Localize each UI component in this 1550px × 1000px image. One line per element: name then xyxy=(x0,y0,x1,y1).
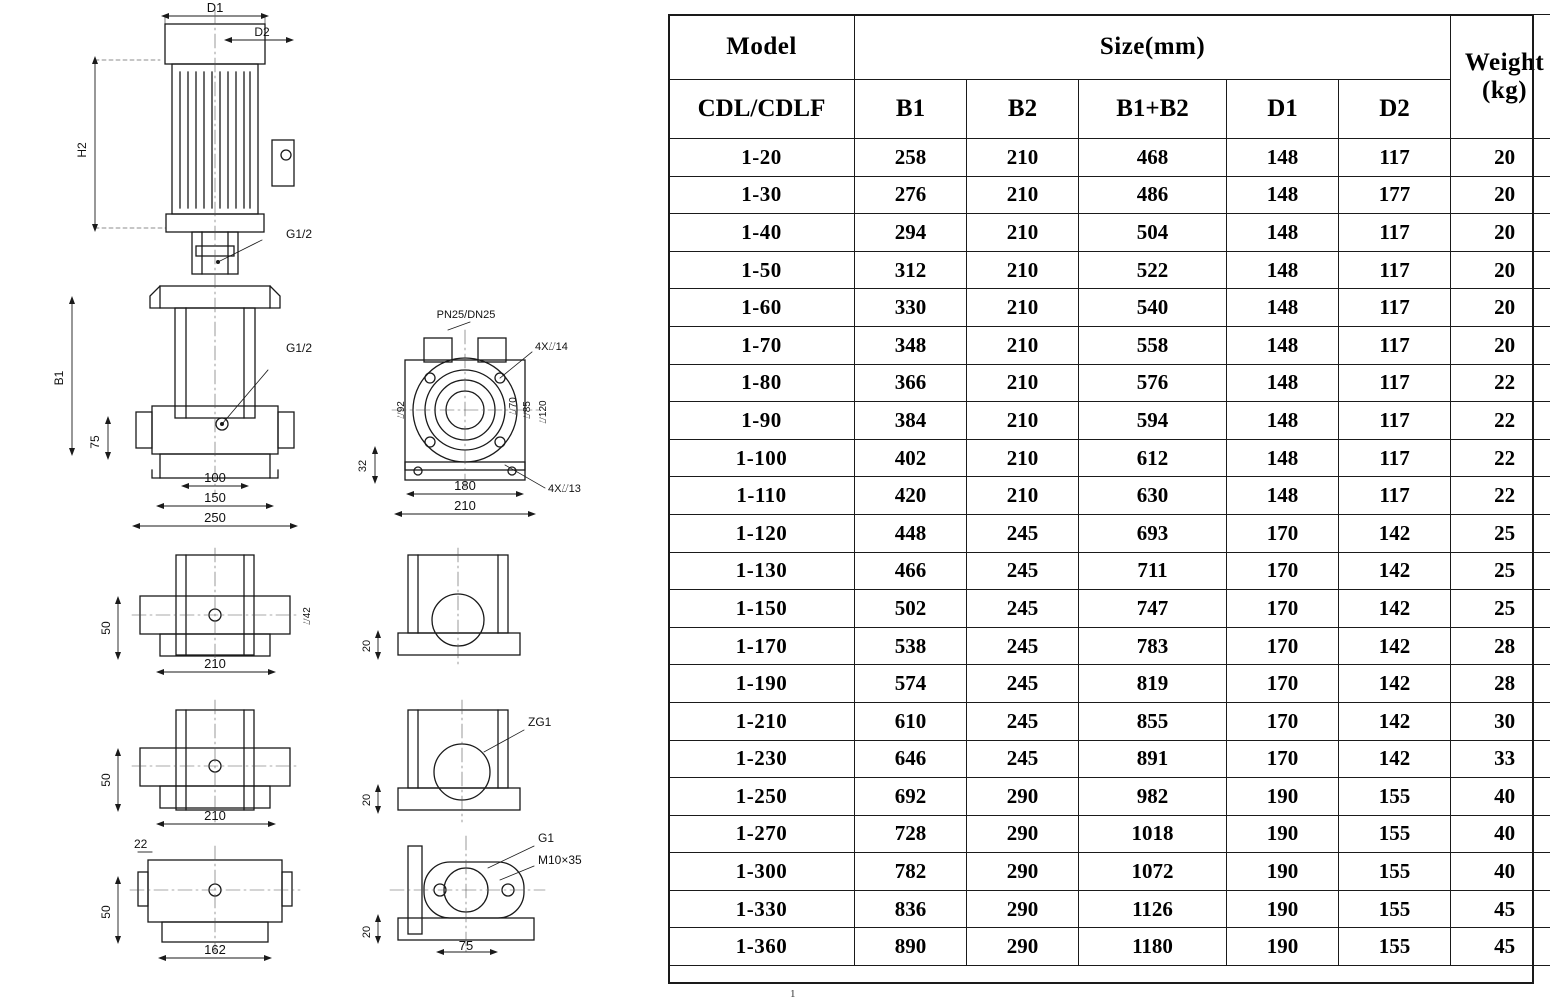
label-150: 150 xyxy=(204,490,226,505)
cell-model: 1-70 xyxy=(669,326,855,364)
cell-model: 1-130 xyxy=(669,552,855,590)
cell-b1: 384 xyxy=(855,402,967,440)
cell-model: 1-20 xyxy=(669,139,855,177)
cell-b1: 258 xyxy=(855,139,967,177)
cell-model: 1-170 xyxy=(669,627,855,665)
cell-b1: 782 xyxy=(855,853,967,891)
cell-b1b2: 783 xyxy=(1079,627,1227,665)
cell-b1: 836 xyxy=(855,890,967,928)
cell-b2: 290 xyxy=(967,853,1079,891)
cell-model: 1-270 xyxy=(669,815,855,853)
table-row xyxy=(669,514,1550,552)
table-row xyxy=(669,552,1550,590)
cell-b2: 290 xyxy=(967,778,1079,816)
cell-b2: 245 xyxy=(967,590,1079,628)
table-row xyxy=(669,176,1550,214)
label-50-b: 50 xyxy=(99,773,113,787)
cell-b1b2: 855 xyxy=(1079,702,1227,740)
table-row xyxy=(669,214,1550,252)
cell-d2: 155 xyxy=(1339,815,1451,853)
label-phi70: ⌰70 xyxy=(508,397,519,415)
cell-b1b2: 558 xyxy=(1079,326,1227,364)
cell-b1b2: 711 xyxy=(1079,552,1227,590)
cell-d2: 117 xyxy=(1339,439,1451,477)
cell-b2: 245 xyxy=(967,514,1079,552)
table-row xyxy=(669,364,1550,402)
header-model-sub: CDL/CDLF xyxy=(669,80,855,139)
cell-model: 1-120 xyxy=(669,514,855,552)
cell-d2: 177 xyxy=(1339,176,1451,214)
table-header-row-top xyxy=(669,15,1550,80)
cell-b2: 210 xyxy=(967,364,1079,402)
cell-model: 1-50 xyxy=(669,251,855,289)
cell-d2: 117 xyxy=(1339,477,1451,515)
cell-weight: 22 xyxy=(1451,477,1550,515)
cell-d2: 117 xyxy=(1339,214,1451,252)
cell-d2: 117 xyxy=(1339,139,1451,177)
label-162: 162 xyxy=(204,942,226,957)
label-50-c: 50 xyxy=(99,905,113,919)
label-4x13-holes: 4X⌰13 xyxy=(548,483,581,495)
table-row xyxy=(669,326,1550,364)
cell-d1: 148 xyxy=(1227,477,1339,515)
cell-weight: 20 xyxy=(1451,326,1550,364)
cell-weight: 33 xyxy=(1451,740,1550,778)
header-weight xyxy=(1451,15,1550,139)
label-210-b: 210 xyxy=(204,808,226,823)
table-row xyxy=(669,815,1550,853)
table-row xyxy=(669,702,1550,740)
table-header-row-sub xyxy=(669,80,1550,139)
cell-b1b2: 891 xyxy=(1079,740,1227,778)
label-4x14-holes: 4X⌰14 xyxy=(535,341,568,353)
cell-d1: 170 xyxy=(1227,514,1339,552)
cell-weight: 45 xyxy=(1451,928,1550,966)
cell-d2: 117 xyxy=(1339,251,1451,289)
cell-weight: 22 xyxy=(1451,439,1550,477)
cell-model: 1-190 xyxy=(669,665,855,703)
cell-model: 1-300 xyxy=(669,853,855,891)
cell-d1: 148 xyxy=(1227,364,1339,402)
label-210-flange: 210 xyxy=(454,498,476,513)
cell-b1b2: 486 xyxy=(1079,176,1227,214)
cell-d1: 190 xyxy=(1227,928,1339,966)
cell-weight: 40 xyxy=(1451,853,1550,891)
label-zg1: ZG1 xyxy=(528,715,552,729)
cell-b2: 210 xyxy=(967,289,1079,327)
cell-d1: 148 xyxy=(1227,289,1339,327)
table-row xyxy=(669,928,1550,966)
cell-b1b2: 982 xyxy=(1079,778,1227,816)
cell-d2: 142 xyxy=(1339,552,1451,590)
cell-d2: 142 xyxy=(1339,590,1451,628)
cell-b1: 448 xyxy=(855,514,967,552)
cell-b1: 728 xyxy=(855,815,967,853)
label-pn25-dn25: PN25/DN25 xyxy=(436,309,496,321)
cell-d1: 170 xyxy=(1227,665,1339,703)
cell-weight: 30 xyxy=(1451,702,1550,740)
cell-b2: 210 xyxy=(967,214,1079,252)
table-body xyxy=(669,139,1550,966)
label-h2: H2 xyxy=(75,142,89,158)
cell-d1: 190 xyxy=(1227,890,1339,928)
header-b1: B1 xyxy=(855,80,967,139)
pump-dimension-drawing xyxy=(0,0,660,1000)
label-phi85: ⌰85 xyxy=(522,401,533,419)
cell-b1b2: 576 xyxy=(1079,364,1227,402)
label-phi92: ⌰92 xyxy=(396,401,407,419)
cell-b2: 290 xyxy=(967,928,1079,966)
cell-d1: 170 xyxy=(1227,740,1339,778)
cell-model: 1-30 xyxy=(669,176,855,214)
table-row xyxy=(669,439,1550,477)
cell-b1: 692 xyxy=(855,778,967,816)
cell-d2: 117 xyxy=(1339,326,1451,364)
cell-b1: 312 xyxy=(855,251,967,289)
cell-b1b2: 504 xyxy=(1079,214,1227,252)
cell-b1b2: 1072 xyxy=(1079,853,1227,891)
cell-model: 1-110 xyxy=(669,477,855,515)
cell-d1: 190 xyxy=(1227,853,1339,891)
cell-model: 1-90 xyxy=(669,402,855,440)
cell-b2: 245 xyxy=(967,665,1079,703)
cell-b1b2: 612 xyxy=(1079,439,1227,477)
cell-b2: 210 xyxy=(967,326,1079,364)
cell-b1b2: 747 xyxy=(1079,590,1227,628)
table-row xyxy=(669,627,1550,665)
cell-b1: 420 xyxy=(855,477,967,515)
cell-d1: 170 xyxy=(1227,590,1339,628)
header-d2: D2 xyxy=(1339,80,1451,139)
cell-weight: 22 xyxy=(1451,402,1550,440)
cell-model: 1-250 xyxy=(669,778,855,816)
cell-weight: 25 xyxy=(1451,514,1550,552)
cell-b1: 294 xyxy=(855,214,967,252)
header-weight-line2: (kg) xyxy=(1482,76,1528,104)
label-g12-upper: G1/2 xyxy=(286,227,313,241)
cell-model: 1-330 xyxy=(669,890,855,928)
cell-weight: 20 xyxy=(1451,176,1550,214)
cell-d2: 117 xyxy=(1339,402,1451,440)
table-row xyxy=(669,853,1550,891)
label-75-bottom: 75 xyxy=(458,938,474,953)
cell-b1: 348 xyxy=(855,326,967,364)
cell-weight: 20 xyxy=(1451,214,1550,252)
cell-b1b2: 1126 xyxy=(1079,890,1227,928)
header-weight-line1: Weight xyxy=(1464,48,1545,76)
cell-d1: 148 xyxy=(1227,139,1339,177)
cell-model: 1-210 xyxy=(669,702,855,740)
cell-b2: 245 xyxy=(967,627,1079,665)
label-210-a: 210 xyxy=(204,656,226,671)
dimension-spec-table xyxy=(668,14,1550,966)
cell-b1: 402 xyxy=(855,439,967,477)
cell-b1b2: 1018 xyxy=(1079,815,1227,853)
cell-b2: 245 xyxy=(967,740,1079,778)
label-phi42: ⌰42 xyxy=(302,607,313,625)
label-b1: B1 xyxy=(52,370,66,386)
table-row xyxy=(669,139,1550,177)
cell-b2: 245 xyxy=(967,702,1079,740)
header-size: Size(mm) xyxy=(855,15,1451,80)
cell-d2: 117 xyxy=(1339,364,1451,402)
cell-b1: 330 xyxy=(855,289,967,327)
cell-weight: 25 xyxy=(1451,590,1550,628)
cell-b1b2: 468 xyxy=(1079,139,1227,177)
cell-d2: 117 xyxy=(1339,289,1451,327)
table-row xyxy=(669,740,1550,778)
footer-mark: 1 xyxy=(790,988,796,1000)
cell-model: 1-360 xyxy=(669,928,855,966)
cell-d2: 155 xyxy=(1339,778,1451,816)
cell-b1: 646 xyxy=(855,740,967,778)
label-32: 32 xyxy=(357,459,369,473)
cell-b2: 210 xyxy=(967,139,1079,177)
cell-d2: 142 xyxy=(1339,740,1451,778)
table-row xyxy=(669,402,1550,440)
cell-model: 1-230 xyxy=(669,740,855,778)
cell-b2: 210 xyxy=(967,477,1079,515)
cell-d2: 142 xyxy=(1339,627,1451,665)
cell-d2: 142 xyxy=(1339,702,1451,740)
cell-d1: 170 xyxy=(1227,627,1339,665)
cell-weight: 28 xyxy=(1451,627,1550,665)
label-d1-top: D1 xyxy=(206,0,224,15)
label-20-a: 20 xyxy=(361,639,373,653)
cell-b1: 502 xyxy=(855,590,967,628)
drawing-svg xyxy=(0,0,660,1000)
cell-d1: 190 xyxy=(1227,815,1339,853)
table-row xyxy=(669,289,1550,327)
cell-weight: 20 xyxy=(1451,289,1550,327)
cell-model: 1-100 xyxy=(669,439,855,477)
cell-model: 1-80 xyxy=(669,364,855,402)
cell-d1: 148 xyxy=(1227,402,1339,440)
cell-b1: 610 xyxy=(855,702,967,740)
table-row xyxy=(669,890,1550,928)
cell-b2: 210 xyxy=(967,176,1079,214)
cell-weight: 40 xyxy=(1451,815,1550,853)
cell-d1: 170 xyxy=(1227,702,1339,740)
cell-b1: 574 xyxy=(855,665,967,703)
cell-d1: 148 xyxy=(1227,439,1339,477)
cell-d1: 190 xyxy=(1227,778,1339,816)
table-row xyxy=(669,778,1550,816)
spec-table-panel xyxy=(668,14,1545,966)
cell-d2: 155 xyxy=(1339,928,1451,966)
cell-b2: 290 xyxy=(967,815,1079,853)
cell-d2: 142 xyxy=(1339,514,1451,552)
header-b1-plus-b2: B1+B2 xyxy=(1079,80,1227,139)
cell-b1b2: 693 xyxy=(1079,514,1227,552)
cell-b1b2: 1180 xyxy=(1079,928,1227,966)
cell-d1: 148 xyxy=(1227,214,1339,252)
label-phi120: ⌰120 xyxy=(538,400,549,424)
cell-d1: 170 xyxy=(1227,552,1339,590)
table-row xyxy=(669,590,1550,628)
header-b2: B2 xyxy=(967,80,1079,139)
cell-weight: 45 xyxy=(1451,890,1550,928)
cell-weight: 28 xyxy=(1451,665,1550,703)
label-g1: G1 xyxy=(538,831,555,845)
cell-b1: 538 xyxy=(855,627,967,665)
label-d2-top: D2 xyxy=(254,25,270,39)
cell-d1: 148 xyxy=(1227,176,1339,214)
cell-b2: 210 xyxy=(967,251,1079,289)
header-model: Model xyxy=(669,15,855,80)
cell-b2: 210 xyxy=(967,402,1079,440)
cell-model: 1-150 xyxy=(669,590,855,628)
table-row xyxy=(669,251,1550,289)
label-m10x35: M10×35 xyxy=(538,853,582,867)
cell-weight: 22 xyxy=(1451,364,1550,402)
label-100: 100 xyxy=(204,470,226,485)
cell-b2: 245 xyxy=(967,552,1079,590)
cell-weight: 20 xyxy=(1451,251,1550,289)
cell-b2: 290 xyxy=(967,890,1079,928)
cell-b1: 466 xyxy=(855,552,967,590)
cell-d2: 155 xyxy=(1339,890,1451,928)
cell-b2: 210 xyxy=(967,439,1079,477)
label-50-a: 50 xyxy=(99,621,113,635)
cell-weight: 20 xyxy=(1451,139,1550,177)
label-180: 180 xyxy=(454,478,476,493)
cell-b1b2: 630 xyxy=(1079,477,1227,515)
cell-model: 1-60 xyxy=(669,289,855,327)
cell-d2: 142 xyxy=(1339,665,1451,703)
cell-d1: 148 xyxy=(1227,326,1339,364)
header-d1: D1 xyxy=(1227,80,1339,139)
label-20-c: 20 xyxy=(361,925,373,939)
label-250: 250 xyxy=(204,510,226,525)
cell-b1: 890 xyxy=(855,928,967,966)
label-22: 22 xyxy=(134,837,148,851)
cell-weight: 40 xyxy=(1451,778,1550,816)
cell-b1: 366 xyxy=(855,364,967,402)
cell-b1b2: 819 xyxy=(1079,665,1227,703)
label-75: 75 xyxy=(88,435,102,449)
label-g12-lower: G1/2 xyxy=(286,341,313,355)
label-20-b: 20 xyxy=(361,793,373,807)
cell-model: 1-40 xyxy=(669,214,855,252)
cell-d2: 155 xyxy=(1339,853,1451,891)
table-row xyxy=(669,477,1550,515)
cell-b1b2: 594 xyxy=(1079,402,1227,440)
cell-b1: 276 xyxy=(855,176,967,214)
cell-b1b2: 522 xyxy=(1079,251,1227,289)
cell-d1: 148 xyxy=(1227,251,1339,289)
cell-b1b2: 540 xyxy=(1079,289,1227,327)
cell-weight: 25 xyxy=(1451,552,1550,590)
table-row xyxy=(669,665,1550,703)
